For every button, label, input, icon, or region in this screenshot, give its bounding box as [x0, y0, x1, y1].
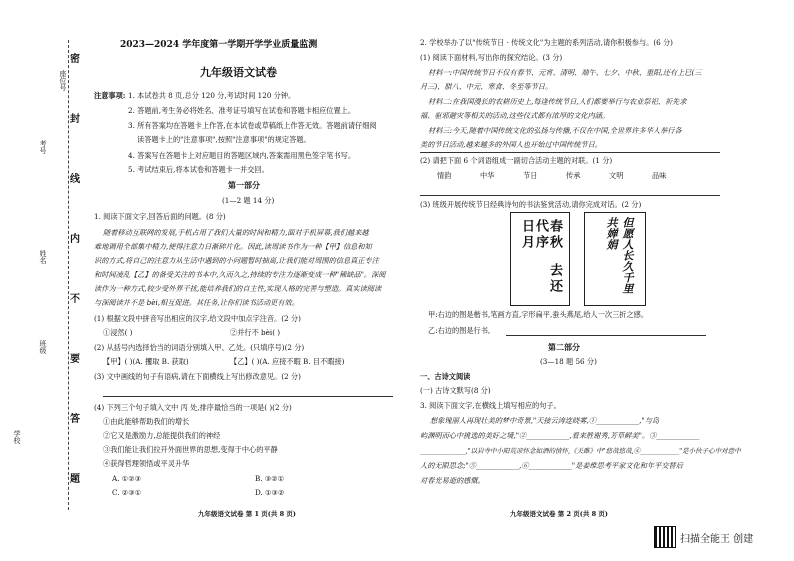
seal-char: 答 — [70, 414, 80, 425]
q1-1a: ①浸然( ) — [103, 328, 133, 337]
word: 传承 — [566, 171, 581, 180]
section-classics: 一、古诗文阅读 — [420, 372, 471, 381]
seal-char: 题 — [70, 474, 80, 485]
word: 节日 — [523, 171, 538, 180]
part1-range: (1—2 题 14 分) — [222, 196, 275, 205]
material-3: 材料三:今天,随着中国传统文化的弘扬与传播,不仅在中国,全世界许多华人举行各 — [428, 126, 682, 135]
passage-line: 难地调用全部集中精力,使得注意力日渐碎片化。因此,读周读书作为一种【甲】信息和知 — [94, 242, 372, 251]
material-2b: 福、驱邪避灾等相关的活动,这些仪式都有浓厚的文化内涵。 — [420, 111, 610, 120]
notice-heading: 注意事项: — [94, 91, 126, 100]
choice-c: C. ②③① — [112, 488, 142, 497]
word: 中华 — [480, 171, 495, 180]
q1-2a: 【甲】( )(A. 攫取 B. 获取) — [103, 357, 189, 366]
scanner-watermark: 扫描全能王 创建 — [680, 534, 754, 545]
q3-line: 屿渊明而心中挑选的美好之境,"②____________,看来胜谢秀,芳草鲜美"。③____________ — [420, 431, 700, 440]
word: 情韵 — [437, 171, 452, 180]
q3-line: 想象瑰丽人再现壮美的梦中奇景,"天接云涛连晓雾,①____________,"与岛 — [430, 416, 660, 425]
exam-title: 2023—2024 学年度第一学期开学学业质量监测 — [120, 40, 318, 50]
dialog-yi: 乙:右边的图是行书, — [428, 326, 491, 335]
passage-line: 随着移动互联网的发展,手机占用了我们大量的时间和精力,面对手机屏幕,我们越来越 — [103, 228, 369, 237]
q1-4-option: ②它又是激励力,总能提供我们的神经 — [103, 431, 221, 440]
notice-item: 2. 答题前,考生务必将姓名、准考证号填写在试卷和答题卡相应位置上。 — [128, 106, 356, 115]
binding-column — [8, 40, 98, 510]
word: 品味 — [652, 171, 667, 180]
seal-char: 要 — [70, 354, 80, 365]
answer-line — [103, 396, 393, 397]
q1-3: (3) 文中画线的句子有语病,请在下面横线上写出修改意见。(2 分) — [94, 372, 301, 381]
material-2: 材料二:在我国漫长的农耕历史上,每逢传统节日,人们都要举行与农业祭祀、祈先求 — [428, 97, 687, 106]
q2-sub1: (1) 阅读下面材料,写出你的探究结论。(3 分) — [420, 53, 563, 62]
qr-code-icon — [654, 526, 676, 548]
answer-line — [506, 335, 706, 336]
material-3b: 类的节日活动,越来越多的外国人也开始过中国传统节日。 — [420, 140, 602, 149]
q1-4-option: ④获得哲理领悟或平灵升华 — [103, 459, 190, 468]
q3-line: ______________,"以岩寺中小阳荒凉怀念如酒的情怀,《关雎》中"悠哉悠哉,④____________"是小伙子心中对意中 — [420, 447, 741, 455]
passage-line: 与深阅读并不是 bèi,相互促进。其任务,让你们读书活动更有效。 — [94, 298, 299, 307]
seal-line — [68, 40, 69, 510]
calligraphy-kaishu: 春秋 代序 日月 去还 — [510, 212, 570, 306]
q3-line: 人的无限思念;"⑤____________,⑥____________"是姜维思考平家文化和年平交替后 — [420, 461, 683, 470]
footer-right: 九年级语文试卷 第 2 页(共 8 页) — [510, 510, 609, 518]
seal-char: 内 — [70, 234, 80, 245]
seal-char: 线 — [70, 174, 80, 185]
calligraphy-xingshu: 但愿人长久千里共婵娟 — [584, 212, 646, 306]
q1-2b: 【乙】( )(A. 应接不暇 B. 目不暇接) — [230, 357, 345, 366]
q2-sub2: (2) 请把下面 6 个词语组成一副切合活动主题的对联。(1 分) — [420, 156, 613, 165]
class-label: 班级 — [39, 340, 47, 354]
seal-char: 不 — [70, 294, 80, 305]
section-dictation: (一) 古诗文默写(8 分) — [420, 386, 491, 395]
word: 文明 — [609, 171, 624, 180]
material-1: 材料一:中国传统节日不仅有春节、元宵、清明、端午、七夕、中秋、重阳,还有上巳(三 — [428, 68, 702, 77]
notice-item: 3. 所有答案均在答题卡上作答,在本试卷或草稿纸上作答无效。答题前请仔细阅 — [128, 121, 377, 130]
q1-2: (2) 从括号内选择恰当的词语分别填入甲、乙处。(只填序号)(2 分) — [94, 343, 305, 352]
notice-item: 读答题卡上的"注意事项",按照"注意事项"的规定答题。 — [137, 135, 311, 144]
school-label: 学校 — [13, 430, 21, 444]
notice-item: 4. 答案写在答题卡上对应题目的答题区域内,答案需用黑色签字笔书写。 — [128, 151, 356, 160]
answer-line — [420, 195, 720, 196]
answer-line — [420, 152, 720, 153]
q3-intro: 3. 阅读下面文字,在横线上填写相应的句子。 — [420, 401, 561, 410]
dialog-jia: 甲:右边的图是楷书,笔画方直,字形扁平,蚕头燕尾,给人一次三折之感。 — [428, 310, 649, 319]
passage-line: 识的方式,将自己的注意力从生活中遇到的小问题暂时抽离,让我们能对周围的信息真正专注 — [94, 256, 379, 265]
footer-left: 九年级语文试卷 第 1 页(共 8 页) — [198, 510, 297, 518]
q1-intro: 1. 阅读下面文字,回答后面的问题。(8 分) — [94, 212, 226, 221]
seat-label: 座位号 — [59, 70, 67, 91]
part2-title: 第二部分 — [548, 342, 580, 352]
q2-intro: 2. 学校举办了以"传统节日 · 传统文化"为主题的系列活动,请你积极参与。(6 分) — [420, 38, 673, 47]
q1-4: (4) 下列三个句子填入文中 丙 处,排序最恰当的一项是( )(2 分) — [94, 403, 292, 412]
passage-line: 和时间凌乱【乙】的备受关注的书本中,久而久之,持续的专注力逐渐变成一种"稀缺品"。深阅 — [94, 270, 386, 279]
seal-char: 封 — [70, 114, 80, 125]
q1-1b: ②并行不 bèi( ) — [230, 328, 281, 337]
material-1b: 月三)、腊八、中元、寒食、冬至等节日。 — [420, 82, 553, 91]
q3-line: 对春光易逝的感慨。 — [420, 476, 485, 485]
passage-line: 读作为一种方式,较少受外界干扰,能培养我们的自主性,实现人格的完善与塑造。真实读阅读 — [94, 284, 382, 293]
name-label: 姓名 — [39, 250, 47, 264]
exam-no-label: 考号 — [39, 140, 47, 154]
q2-sub3: (3) 班级开展传统节日经典诗句的书法鉴赏活动,请你完成对话。(2 分) — [420, 200, 642, 209]
paper-title: 九年级语文试卷 — [200, 66, 277, 79]
q1-4-option: ③我们能让我们拉开外面世界的思想,变得于中心的平静 — [103, 445, 278, 454]
notice-item: 1. 本试卷共 8 页,总分 120 分,考试时间 120 分钟。 — [128, 91, 296, 100]
choice-b: B. ③②① — [255, 474, 285, 483]
choice-d: D. ①③② — [255, 488, 285, 497]
q1-1: (1) 根据文段中拼音写出相应的汉字,给文段中加点字注音。(2 分) — [94, 314, 301, 323]
part2-range: (3—18 题 56 分) — [540, 357, 597, 366]
q1-4-option: ①由此能够帮助我们的增长 — [103, 417, 190, 426]
seal-char: 密 — [70, 54, 80, 65]
part1-title: 第一部分 — [228, 180, 260, 190]
choice-a: A. ①②③ — [112, 474, 142, 483]
notice-item: 5. 考试结束后,将本试卷和答题卡一并交回。 — [128, 165, 269, 174]
